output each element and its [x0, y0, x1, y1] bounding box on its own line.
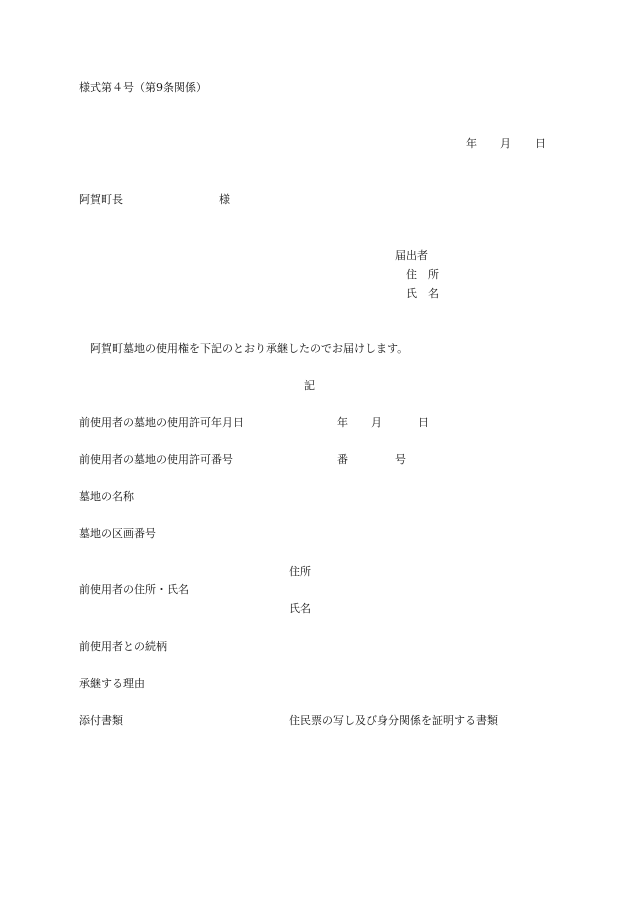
- notifier-title: 届出者: [395, 249, 428, 262]
- permit-number-ban-label: 番: [337, 453, 348, 466]
- attachments-value: 住民票の写し及び身分関係を証明する書類: [289, 714, 498, 727]
- notifier-address-label: 住 所: [406, 268, 439, 281]
- reason-label: 承継する理由: [79, 677, 145, 690]
- form-number: 様式第４号（第9条関係）: [79, 81, 207, 94]
- ki-heading: 記: [304, 379, 315, 392]
- previous-user-name-label: 氏名: [289, 602, 311, 615]
- date-month-label: 月: [500, 137, 511, 150]
- date-year-label: 年: [466, 137, 477, 150]
- permit-date-year-label: 年: [337, 416, 348, 429]
- addressee-honorific: 様: [219, 193, 230, 206]
- cemetery-name-label: 墓地の名称: [79, 490, 134, 503]
- notifier-name-label: 氏 名: [406, 287, 439, 300]
- permit-date-day-label: 日: [418, 416, 429, 429]
- permit-date-month-label: 月: [371, 416, 382, 429]
- previous-user-label: 前使用者の住所・氏名: [79, 583, 189, 596]
- plot-number-label: 墓地の区画番号: [79, 527, 156, 540]
- permit-number-go-label: 号: [395, 453, 406, 466]
- statement-text: 阿賀町墓地の使用権を下記のとおり承継したのでお届けします。: [90, 342, 409, 355]
- previous-user-address-label: 住所: [289, 565, 311, 578]
- permit-number-label: 前使用者の墓地の使用許可番号: [79, 453, 233, 466]
- relationship-label: 前使用者との続柄: [79, 640, 167, 653]
- permit-date-label: 前使用者の墓地の使用許可年月日: [79, 416, 244, 429]
- attachments-label: 添付書類: [79, 714, 123, 727]
- date-day-label: 日: [535, 137, 546, 150]
- addressee-name: 阿賀町長: [79, 193, 123, 206]
